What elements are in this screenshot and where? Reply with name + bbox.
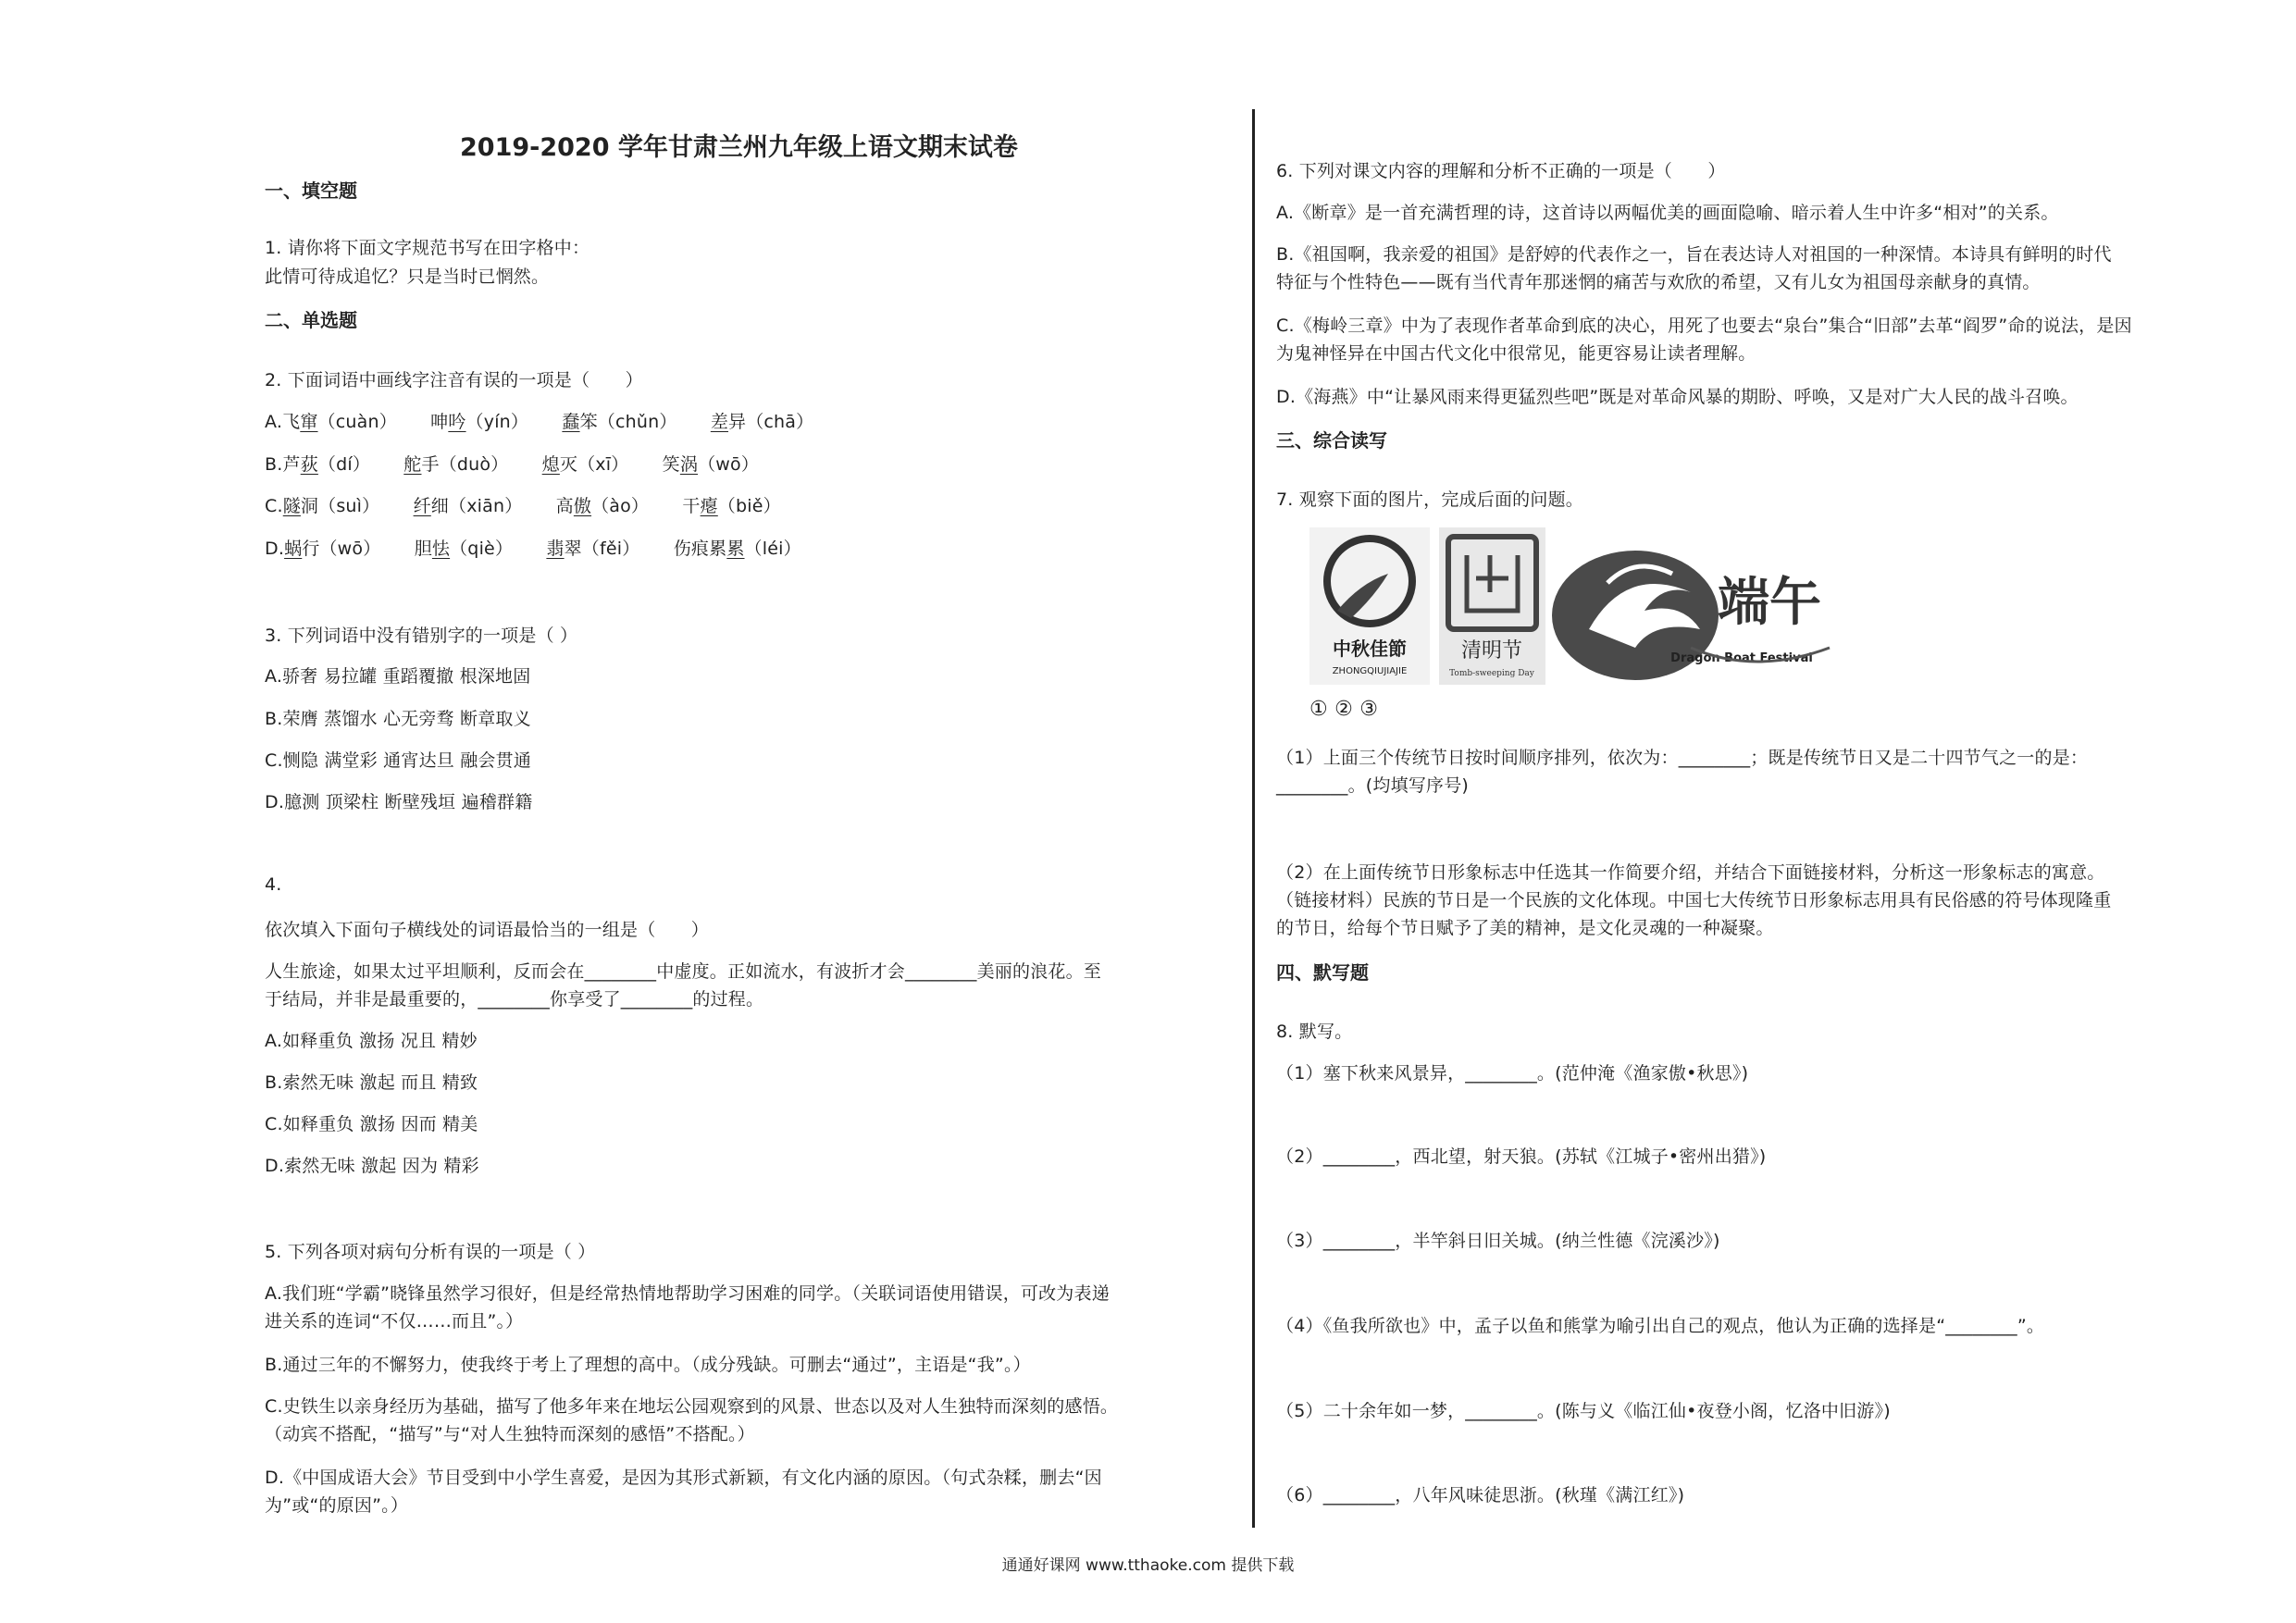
q2-option-d: D.蜗行（wō） 胆怯（qiè） 翡翠（fěi） 伤痕累累（léi） xyxy=(265,539,801,559)
q7-part2-line1: （2）在上面传统节日形象标志中任选其一作简要介绍，并结合下面链接材料，分析这一形象标志的寓意。 xyxy=(1276,862,2105,883)
q7-part1-line1: （1）上面三个传统节日按时间顺序排列，依次为：________；既是传统节日又是二十四节气之一的是： xyxy=(1276,748,2089,768)
q7-part2-line3: 的节日，给每个节日赋予了美的精神，是文化灵魂的一种凝聚。 xyxy=(1276,918,1774,938)
q7-part2-line2: （链接材料）民族的节日是一个民族的文化体现。中国七大传统节日形象标志用具有民俗感的符号体现隆重 xyxy=(1276,890,2112,911)
q7-part1-line2: ________。(均填写序号) xyxy=(1276,775,1470,796)
q6-option-b-line2: 特征与个性特色——既有当代青年那迷惘的痛苦与欢欣的希望，又有儿女为祖国母亲献身的真情。 xyxy=(1276,272,2041,292)
q4-number: 4. xyxy=(265,874,282,895)
qingming-logo xyxy=(1439,527,1545,685)
qingming-logo-english: Tomb-sweeping Day xyxy=(1449,669,1534,678)
page-title: 2019-2020 学年甘肃兰州九年级上语文期末试卷 xyxy=(460,133,1018,162)
q6-option-b-line1: B.《祖国啊，我亲爱的祖国》是舒婷的代表作之一，旨在表达诗人对祖国的一种深情。本诗具有鲜明的时代 xyxy=(1276,244,2112,265)
mid-autumn-logo-text: 中秋佳節 xyxy=(1333,638,1407,660)
section-heading-integrated: 三、综合读写 xyxy=(1276,429,1387,452)
q5-option-b: B.通过三年的不懈努力，使我终于考上了理想的高中。（成分残缺。可删去“通过”，主语是“我”。） xyxy=(265,1355,1031,1375)
section-heading-dictation: 四、默写题 xyxy=(1276,961,1369,984)
mid-autumn-logo xyxy=(1309,527,1430,685)
q3-stem: 3. 下列词语中没有错别字的一项是（ ） xyxy=(265,626,578,646)
q5-option-c-line2: （动宾不搭配，“描写”与“对人生独特而深刻的感悟”不搭配。） xyxy=(265,1424,755,1444)
q3-option-c: C.恻隐 满堂彩 通宵达旦 融会贯通 xyxy=(265,750,532,771)
q6-option-d: D.《海燕》中“让暴风雨来得更猛烈些吧”既是对革命风暴的期盼、呼唤，又是对广大人民的战斗召唤。 xyxy=(1276,387,2079,407)
q8-item-2: （2）________，西北望，射天狼。(苏轼《江城子•密州出猎》) xyxy=(1276,1146,1767,1167)
mid-autumn-logo-pinyin: ZHONGQIUJIAJIE xyxy=(1332,666,1408,676)
q4-option-c: C.如释重负 激扬 因而 精美 xyxy=(265,1114,478,1134)
q6-option-a: A.《断章》是一首充满哲理的诗，这首诗以两幅优美的画面隐喻、暗示着人生中许多“相对”的关系。 xyxy=(1276,203,2059,223)
q5-option-a-line1: A.我们班“学霸”晓锋虽然学习很好，但是经常热情地帮助学习困难的同学。（关联词语使用错误，可改为表递 xyxy=(265,1283,1110,1304)
q2-option-c: C.隧洞（suì） 纤细（xiān） 高傲（ào） 干瘪（biě） xyxy=(265,496,781,516)
q4-option-d: D.索然无味 激起 因为 精彩 xyxy=(265,1156,479,1176)
q3-option-d: D.臆测 顶梁柱 断壁残垣 遍稽群籍 xyxy=(265,792,533,812)
q8-item-3: （3）________，半竿斜日旧关城。(纳兰性德《浣溪沙》) xyxy=(1276,1231,1720,1251)
q8-item-6: （6）________，八年风味徒思浙。(秋瑾《满江红》) xyxy=(1276,1485,1685,1505)
q5-option-d-line1: D.《中国成语大会》节目受到中小学生喜爱，是因为其形式新颖，有文化内涵的原因。（句式杂糅，删去“因 xyxy=(265,1468,1102,1488)
q3-option-a: A.骄奢 易拉罐 重蹈覆撤 根深地固 xyxy=(265,666,531,687)
dragon-boat-logo xyxy=(1552,527,1848,685)
q2-option-b: B.芦荻（dí） 舵手（duò） 熄灭（xī） 笑涡（wō） xyxy=(265,454,760,475)
q4-passage-line2: 于结局，并非是最重要的，________你享受了________的过程。 xyxy=(265,989,764,1010)
q8-stem: 8. 默写。 xyxy=(1276,1022,1353,1042)
q1-stem: 1. 请你将下面文字规范书写在田字格中： xyxy=(265,238,590,258)
q5-option-c-line1: C.史铁生以亲身经历为基础，描写了他多年来在地坛公园观察到的风景、世态以及对人生独特而深刻的感悟。 xyxy=(265,1396,1119,1417)
q5-option-d-line2: 为”或“的原因”。） xyxy=(265,1495,409,1516)
q8-item-5: （5）二十余年如一梦，________。(陈与义《临江仙•夜登小阁，忆洛中旧游》) xyxy=(1276,1401,1891,1421)
q6-stem: 6. 下列对课文内容的理解和分析不正确的一项是（ ） xyxy=(1276,161,1726,181)
q4-option-b: B.索然无味 激起 而且 精致 xyxy=(265,1072,478,1093)
page-footer: 通通好课网 www.tthaoke.com 提供下载 xyxy=(1001,1556,1295,1575)
festival-logos xyxy=(1309,527,1865,685)
column-divider xyxy=(1252,109,1255,1528)
q2-option-a: A.飞窜（cuàn） 呻吟（yín） 蠢笨（chǔn） 差异（chā） xyxy=(265,412,814,432)
q2-stem: 2. 下面词语中画线字注音有误的一项是（ ） xyxy=(265,370,643,390)
q5-option-a-line2: 进关系的连词“不仅……而且”。） xyxy=(265,1311,524,1332)
q4-stem: 依次填入下面句子横线处的词语最恰当的一组是（ ） xyxy=(265,920,710,940)
dragon-boat-logo-english: Dragon Boat Festival xyxy=(1670,651,1813,665)
qingming-logo-text: 清明节 xyxy=(1460,639,1523,663)
q4-option-a: A.如释重负 激扬 况且 精妙 xyxy=(265,1031,478,1051)
q4-passage-line1: 人生旅途，如果太过平坦顺利，反而会在________中虚度。正如流水，有波折才会________美丽的浪花。至 xyxy=(265,961,1102,982)
q5-stem: 5. 下列各项对病句分析有误的一项是（ ） xyxy=(265,1242,596,1262)
q6-option-c-line1: C.《梅岭三章》中为了表现作者革命到底的决心，用死了也要去“泉台”集合“旧部”去革“阎罗”命的说法，是因 xyxy=(1276,316,2132,336)
section-heading-single-choice: 二、单选题 xyxy=(265,309,357,331)
q8-item-4: （4）《鱼我所欲也》中，孟子以鱼和熊掌为喻引出自己的观点，他认为正确的选择是“________”。 xyxy=(1276,1316,2045,1336)
q3-option-b: B.荣膺 蒸馏水 心无旁骛 断章取义 xyxy=(265,709,531,729)
q6-option-c-line2: 为鬼神怪异在中国古代文化中很常见，能更容易让读者理解。 xyxy=(1276,343,1756,364)
dragon-boat-logo-text: 端午 xyxy=(1718,572,1821,633)
q8-item-1: （1）塞下秋来风景异，________。(范仲淹《渔家傲•秋思》) xyxy=(1276,1063,1749,1084)
q7-stem: 7. 观察下面的图片，完成后面的问题。 xyxy=(1276,489,1583,510)
section-heading-fill-blank: 一、填空题 xyxy=(265,180,357,202)
q1-text: 此情可待成追忆？只是当时已惘然。 xyxy=(265,266,550,287)
q7-logo-numbers: ① ② ③ xyxy=(1309,698,1379,721)
